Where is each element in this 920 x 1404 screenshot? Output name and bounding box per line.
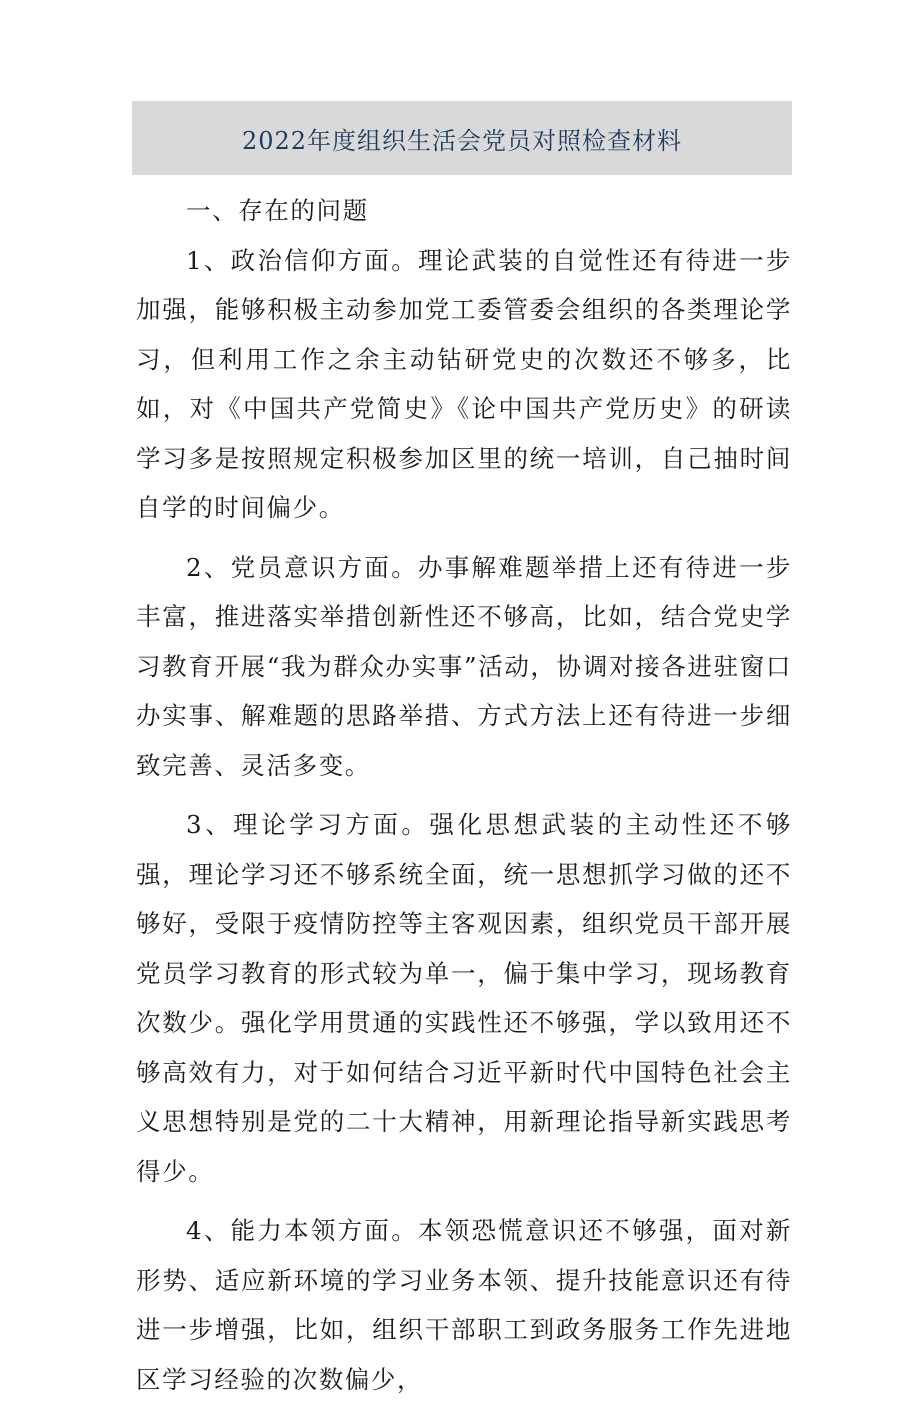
paragraph-political-belief: 1、政治信仰方面。理论武装的自觉性还有待进一步加强，能够积极主动参加党工委管委会组织的各类理论学习，但利用工作之余主动钻研党史的次数还不够多，比如，对《中国共产党简史》《论中国共产党历史》的研读学习多是按照规定积极参加区里的统一培训，自己抽时间自学的时间偏少。: [136, 245, 792, 522]
title-banner: [132, 101, 792, 175]
paragraph-ability: 4、能力本领方面。本领恐慌意识还不够强，面对新形势、适应新环境的学习业务本领、提升技能意识还有待进一步增强，比如，组织干部职工到政务服务工作先进地区学习经验的次数偏少，: [136, 1216, 792, 1394]
paragraph-theory-study: 3、理论学习方面。强化思想武装的主动性还不够强，理论学习还不够系统全面，统一思想抓学习做的还不够好，受限于疫情防控等主客观因素，组织党员干部开展党员学习教育的形式较为单一，偏于集中学习，现场教育次数少。强化学用贯通的实践性还不够强，学以致用还不够高效有力，对于如何结合习近平新时代中国特色社会主义思想特别是党的二十大精神，用新理论指导新实践思考得少。: [136, 810, 792, 1186]
section-heading: 一、存在的问题: [186, 196, 369, 225]
paragraph-party-awareness: 2、党员意识方面。办事解难题举措上还有待进一步丰富，推进落实举措创新性还不够高，比如，结合党史学习教育开展“我为群众办实事”活动，协调对接各进驻窗口办实事、解难题的思路举措、方式方法上还有待进一步细致完善、灵活多变。: [136, 552, 792, 780]
document-title: 2022年度组织生活会党员对照检查材料: [241, 126, 683, 155]
document-body: [136, 186, 792, 1404]
